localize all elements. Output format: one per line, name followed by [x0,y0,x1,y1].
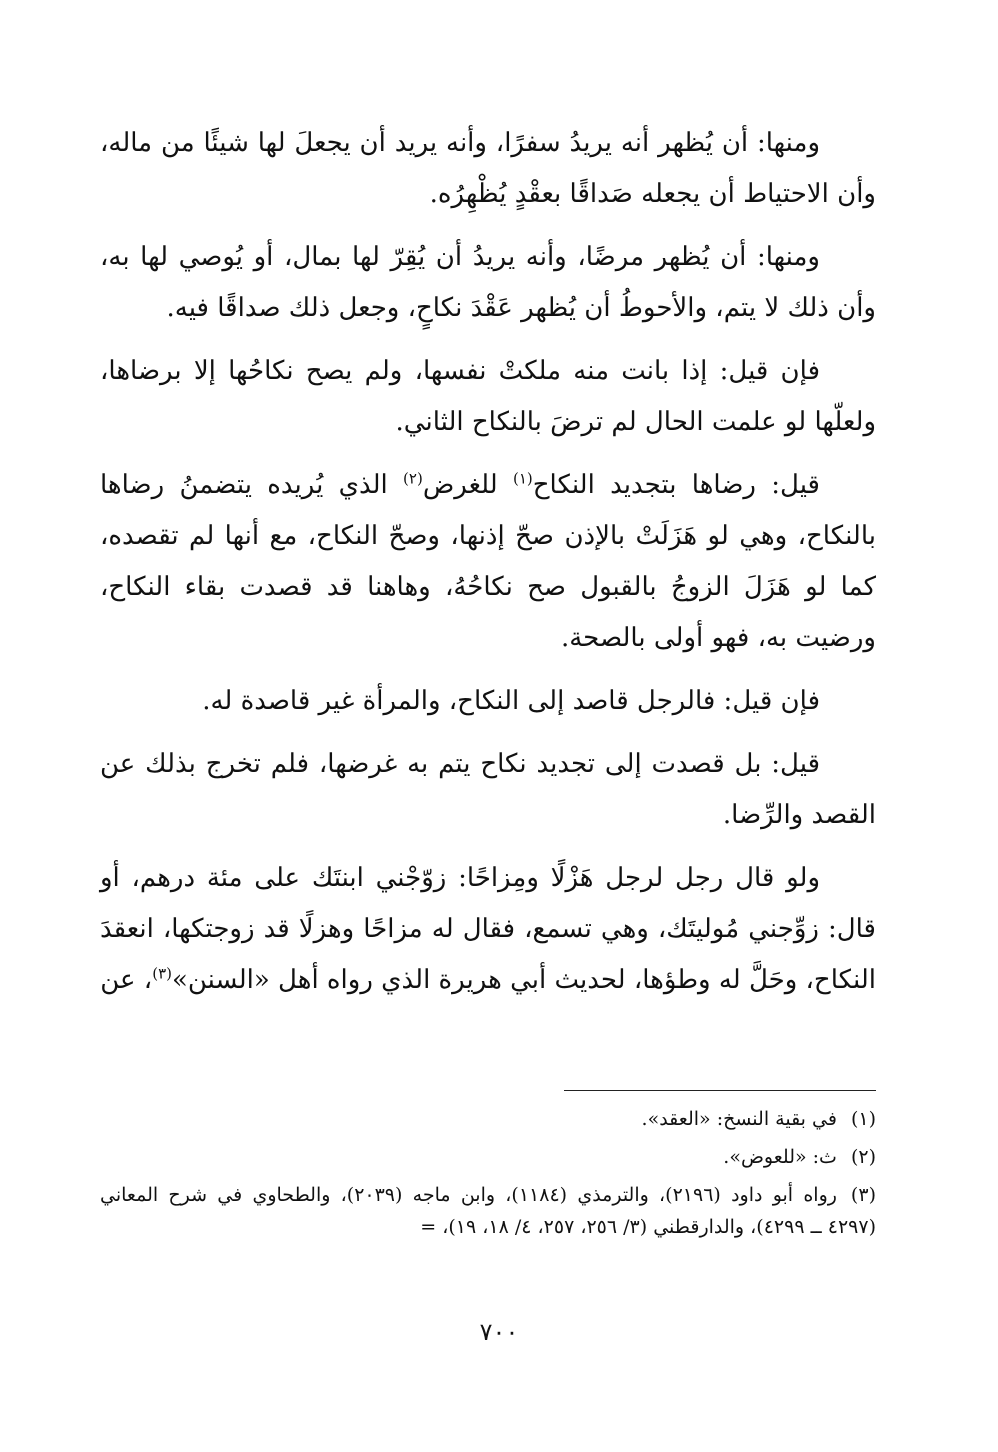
footnote-text: ث: «للعوض». [723,1146,837,1168]
paragraph-4-part-1: قيل: رضاها بتجديد النكاح [532,470,820,500]
footnotes-section [100,1090,876,1249]
main-text [100,118,876,1018]
footnote-marker-1[interactable]: (١) [512,469,533,488]
paragraph-1: ومنها: أن يُظهر أنه يريدُ سفرًا، وأنه يريد أن يجعلَ لها شيئًا من ماله، وأن الاحتياط أن يجعله صَداقًا بعقْدٍ يُظْهِرُه. [100,128,876,209]
paragraph-6: قيل: بل قصدت إلى تجديد نكاح يتم به غرضها، فلم تخرج بذلك عن القصد والرِّضا. [100,749,876,830]
paragraph-7-part-2: ، عن [100,965,153,995]
footnote-text: في بقية النسخ: «العقد». [641,1108,837,1130]
page-number: ٧٠٠ [479,1318,519,1346]
footnote-text: رواه أبو داود (٢١٩٦)، والترمذي (١١٨٤)، وابن ماجه (٢٠٣٩)، والطحاوي في شرح المعاني (٤٢٩٧ ــ ٤٢٩٩)، والدارقطني (٣/ ٢٥٦، ٢٥٧، ٤/ ١٨، ١٩)، = [100,1184,876,1238]
footnote-1 [100,1103,876,1135]
footnote-number: (٢) [850,1146,876,1168]
footnote-number: (٣) [850,1184,876,1206]
footnote-number: (١) [850,1108,876,1130]
paragraph-7-part-1: ولو قال رجل لرجل هَزْلًا ومِزاحًا: زوّجْني ابنتَك على مئة درهم، أو قال: زوِّجني مُوليتَك، وهي تسمع، فقال له مزاحًا وهزلًا قد زوجتكها، انعقدَ النكاح، وحَلَّ له وطؤها، لحديث أبي هريرة الذي رواه أهل «السنن» [100,863,876,995]
paragraph-4 [100,460,876,664]
footnote-divider [564,1090,876,1091]
paragraph-4-part-2: للغرض [422,470,513,500]
footnote-marker-3[interactable]: (٣) [152,964,172,983]
paragraph-2: ومنها: أن يُظهر مرضًا، وأنه يريدُ أن يُقِرّ لها بمال، أو يُوصي لها به، وأن ذلك لا يتم، والأحوطُ أن يُظهر عَقْدَ نكاحٍ، وجعل ذلك صداقًا فيه. [100,242,876,323]
footnote-3 [100,1179,876,1243]
footnote-2 [100,1141,876,1173]
paragraph-5: فإن قيل: فالرجل قاصد إلى النكاح، والمرأة غير قاصدة له. [202,686,820,716]
footnote-marker-2[interactable]: (٢) [403,469,423,488]
paragraph-3: فإن قيل: إذا بانت منه ملكتْ نفسها، ولم يصح نكاحُها إلا برضاها، ولعلّها لو علمت الحال لم ترضَ بالنكاح الثاني. [100,356,876,437]
paragraph-7 [100,853,876,1006]
paragraph-4-part-3: الذي يُريده يتضمنُ رضاها بالنكاح، وهي لو هَزَلَتْ بالإذن صحّ إذنها، وصحّ النكاح، مع أنها لم تقصده، كما لو هَزَلَ الزوجُ بالقبول صح نكاحُهُ، وهاهنا قد قصدت بقاء النكاح، ورضيت به، فهو أولى بالصحة. [100,470,876,653]
